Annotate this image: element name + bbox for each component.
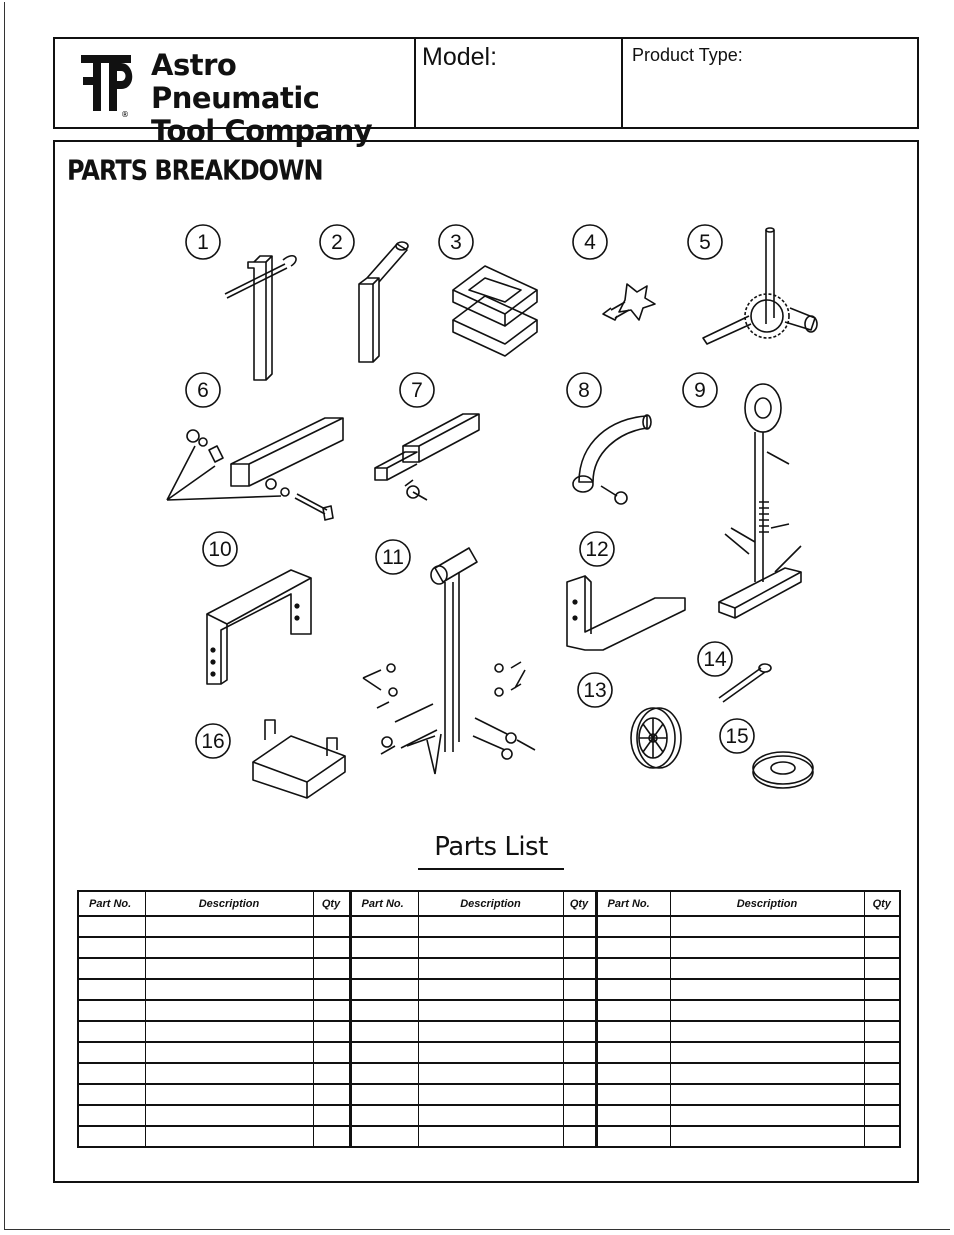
part-no-cell <box>78 916 145 937</box>
description-cell <box>145 958 313 979</box>
part-no-cell <box>596 916 670 937</box>
header-qty: Qty <box>864 891 900 916</box>
part-no-cell <box>350 1084 418 1105</box>
part-no-cell <box>78 1063 145 1084</box>
part-11-t-handle-icon <box>363 548 535 774</box>
part-no-cell <box>78 1126 145 1147</box>
part-no-cell <box>350 979 418 1000</box>
qty-cell <box>563 1021 596 1042</box>
qty-cell <box>563 1084 596 1105</box>
table-row <box>78 1042 900 1063</box>
table-row <box>78 979 900 1000</box>
qty-cell <box>313 1105 350 1126</box>
part-13-wheel-icon <box>631 708 681 768</box>
part-no-cell <box>596 1000 670 1021</box>
description-cell <box>418 937 563 958</box>
header-qty: Qty <box>313 891 350 916</box>
part-no-cell <box>78 1000 145 1021</box>
description-cell <box>145 937 313 958</box>
description-cell <box>145 1126 313 1147</box>
description-cell <box>670 1063 864 1084</box>
description-cell <box>418 916 563 937</box>
parts-list-title: Parts List <box>418 832 564 870</box>
table-row <box>78 1000 900 1021</box>
part-no-cell <box>78 1105 145 1126</box>
qty-cell <box>864 937 900 958</box>
description-cell <box>418 958 563 979</box>
qty-cell <box>313 1042 350 1063</box>
header-qty: Qty <box>563 891 596 916</box>
description-cell <box>418 1042 563 1063</box>
table-row <box>78 958 900 979</box>
callout-number-15: 15 <box>725 725 749 748</box>
description-cell <box>670 1021 864 1042</box>
description-cell <box>418 1021 563 1042</box>
description-cell <box>670 937 864 958</box>
table-row <box>78 1105 900 1126</box>
description-cell <box>418 1084 563 1105</box>
description-cell <box>670 1000 864 1021</box>
qty-cell <box>563 1126 596 1147</box>
description-cell <box>418 1063 563 1084</box>
callout-number-9: 9 <box>694 379 706 402</box>
description-cell <box>145 916 313 937</box>
qty-cell <box>864 979 900 1000</box>
description-cell <box>670 1042 864 1063</box>
part-1-pin-post-icon <box>225 256 296 380</box>
table-row <box>78 1126 900 1147</box>
callout-number-1: 1 <box>197 231 209 254</box>
part-no-cell <box>596 1063 670 1084</box>
callout-number-12: 12 <box>585 538 609 561</box>
header-part-no: Part No. <box>78 891 145 916</box>
description-cell <box>418 1000 563 1021</box>
callout-number-13: 13 <box>583 679 607 702</box>
qty-cell <box>313 1084 350 1105</box>
qty-cell <box>313 1126 350 1147</box>
part-12-l-bracket-icon <box>567 576 685 650</box>
part-no-cell <box>596 1126 670 1147</box>
table-row <box>78 1021 900 1042</box>
part-no-cell <box>350 1021 418 1042</box>
description-cell <box>145 1063 313 1084</box>
part-no-cell <box>596 958 670 979</box>
company-name-line1: Astro Pneumatic <box>151 48 320 115</box>
part-7-telescoping-tube-icon <box>375 414 479 500</box>
part-no-cell <box>596 1105 670 1126</box>
part-6-tube-with-bolts-icon <box>167 418 343 520</box>
part-16-tray-bracket-icon <box>253 720 345 798</box>
part-no-cell <box>596 979 670 1000</box>
callout-number-7: 7 <box>411 379 423 402</box>
part-no-cell <box>78 979 145 1000</box>
qty-cell <box>563 1105 596 1126</box>
company-name <box>151 49 414 148</box>
part-no-cell <box>78 1084 145 1105</box>
callout-number-8: 8 <box>578 379 590 402</box>
qty-cell <box>563 1000 596 1021</box>
table-row <box>78 1063 900 1084</box>
document-header <box>53 37 919 148</box>
part-4-star-knob-icon <box>603 284 655 320</box>
header-description: Description <box>670 891 864 916</box>
registered-mark: ® <box>121 110 129 119</box>
callout-number-11: 11 <box>382 546 404 569</box>
callout-number-5: 5 <box>699 231 711 254</box>
description-cell <box>670 979 864 1000</box>
qty-cell <box>313 979 350 1000</box>
product-type-field: Product Type: <box>632 45 743 65</box>
part-14-cotter-pin-icon <box>719 664 771 702</box>
part-no-cell <box>350 1000 418 1021</box>
part-no-cell <box>78 1021 145 1042</box>
qty-cell <box>563 916 596 937</box>
qty-cell <box>563 979 596 1000</box>
qty-cell <box>864 1105 900 1126</box>
callout-number-14: 14 <box>703 648 727 671</box>
qty-cell <box>313 958 350 979</box>
qty-cell <box>864 916 900 937</box>
part-5-sprocket-assembly-icon <box>703 228 817 344</box>
qty-cell <box>313 1000 350 1021</box>
parts-table-header-row <box>78 891 900 916</box>
qty-cell <box>864 1000 900 1021</box>
header-part-no: Part No. <box>596 891 670 916</box>
part-no-cell <box>596 1021 670 1042</box>
description-cell <box>145 1021 313 1042</box>
parts-breakdown-panel <box>53 140 919 1183</box>
callout-number-2: 2 <box>331 231 343 254</box>
part-no-cell <box>350 1126 418 1147</box>
part-2-angled-post-icon <box>359 242 408 362</box>
qty-cell <box>313 916 350 937</box>
part-no-cell <box>596 937 670 958</box>
qty-cell <box>864 1084 900 1105</box>
description-cell <box>418 1105 563 1126</box>
model-field: Model: <box>416 39 623 127</box>
qty-cell <box>864 1063 900 1084</box>
qty-cell <box>563 1042 596 1063</box>
callout-number-3: 3 <box>450 231 462 254</box>
part-no-cell <box>596 1042 670 1063</box>
qty-cell <box>864 958 900 979</box>
qty-cell <box>563 1063 596 1084</box>
part-no-cell <box>350 937 418 958</box>
header-description: Description <box>145 891 313 916</box>
table-row <box>78 1084 900 1105</box>
description-cell <box>670 916 864 937</box>
company-name-line2: Tool Company <box>151 114 373 148</box>
qty-cell <box>563 937 596 958</box>
qty-cell <box>864 1042 900 1063</box>
qty-cell <box>313 1021 350 1042</box>
astro-logo-icon <box>73 49 143 119</box>
part-no-cell <box>350 1063 418 1084</box>
description-cell <box>418 979 563 1000</box>
part-no-cell <box>350 1042 418 1063</box>
qty-cell <box>563 958 596 979</box>
parts-list-table <box>77 890 901 1148</box>
part-8-curved-handle-icon <box>573 415 651 504</box>
section-title: PARTS BREAKDOWN <box>67 154 323 187</box>
callout-number-16: 16 <box>201 730 225 753</box>
qty-cell <box>864 1021 900 1042</box>
callout-number-10: 10 <box>208 538 232 561</box>
description-cell <box>670 1084 864 1105</box>
qty-cell <box>313 1063 350 1084</box>
description-cell <box>418 1126 563 1147</box>
part-9-spring-stand-icon <box>719 384 801 618</box>
table-row <box>78 916 900 937</box>
company-logo-block <box>55 39 416 148</box>
part-no-cell <box>78 958 145 979</box>
qty-cell <box>864 1126 900 1147</box>
table-row <box>78 937 900 958</box>
header-description: Description <box>418 891 563 916</box>
part-no-cell <box>350 916 418 937</box>
description-cell <box>670 1126 864 1147</box>
callout-number-4: 4 <box>584 231 596 254</box>
part-10-u-frame-icon <box>207 570 311 684</box>
parts-table-body <box>78 916 900 1147</box>
description-cell <box>145 1105 313 1126</box>
callout-number-6: 6 <box>197 379 209 402</box>
part-no-cell <box>596 1084 670 1105</box>
qty-cell <box>313 937 350 958</box>
part-no-cell <box>78 937 145 958</box>
part-3-square-bracket-icon <box>453 266 537 356</box>
description-cell <box>670 958 864 979</box>
part-15-washer-icon <box>753 752 813 788</box>
description-cell <box>145 1042 313 1063</box>
header-part-no: Part No. <box>350 891 418 916</box>
description-cell <box>145 979 313 1000</box>
part-no-cell <box>350 958 418 979</box>
exploded-parts-diagram <box>55 142 917 822</box>
description-cell <box>145 1000 313 1021</box>
description-cell <box>145 1084 313 1105</box>
part-no-cell <box>350 1105 418 1126</box>
description-cell <box>670 1105 864 1126</box>
part-no-cell <box>78 1042 145 1063</box>
